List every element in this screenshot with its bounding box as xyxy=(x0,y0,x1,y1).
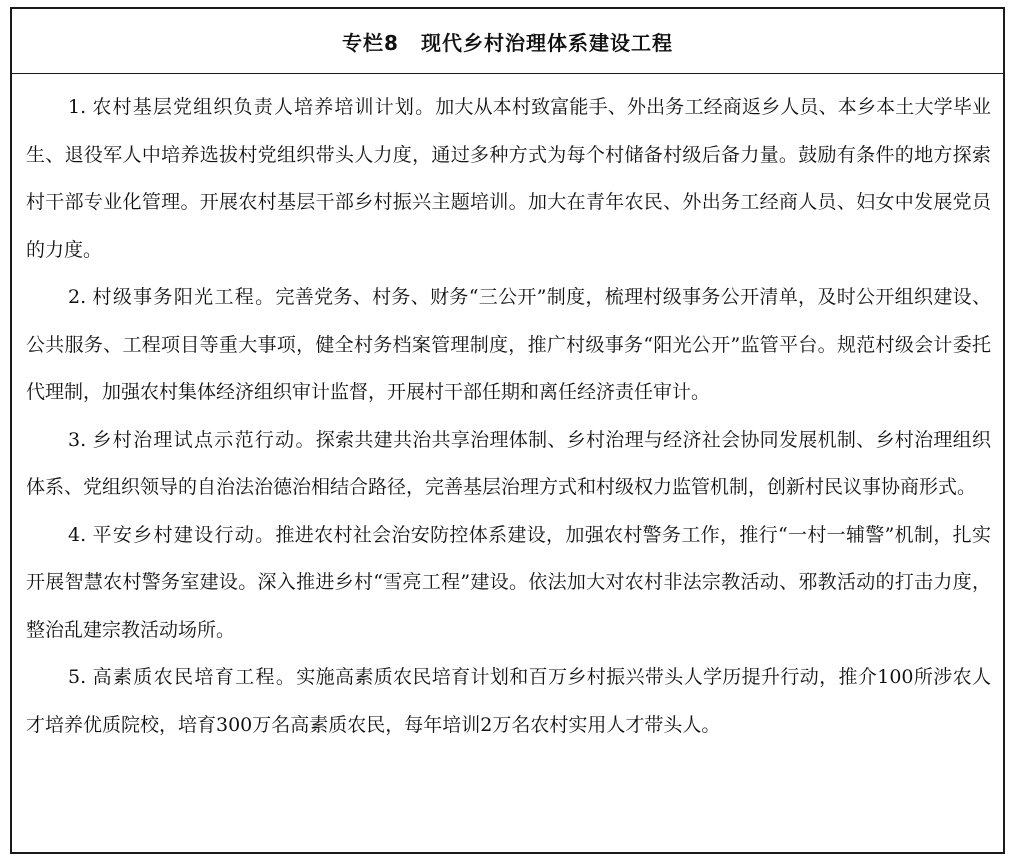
list-item xyxy=(26,274,991,417)
item-heading: 乡村治理试点示范行动。 xyxy=(92,428,316,451)
box-title xyxy=(12,9,1003,74)
item-text: 探索共建共治共享治理体制、乡村治理与经济社会协同发展机制、乡村治理组织体系、党组织领导的自治法治德治相结合路径，完善基层治理方式和村级权力监管机制，创新村民议事协商形式。 xyxy=(26,428,991,498)
item-text: 推进农村社会治安防控体系建设，加强农村警务工作，推行“一村一辅警”机制，扎实开展智慧农村警务室建设。深入推进乡村“雪亮工程”建设。依法加大对农村非法宗教活动、邪教活动的打击力度，整治乱建宗教活动场所。 xyxy=(26,523,991,641)
item-number: 3. xyxy=(68,428,87,451)
list-item xyxy=(26,84,991,274)
item-heading: 高素质农民培育工程。 xyxy=(92,666,297,688)
item-text: 实施高素质农民培育计划和百万乡村振兴带头人学历提升行动，推介100所涉农人才培养优质院校，培育300万名高素质农民，每年培训2万名农村实用人才带头人。 xyxy=(26,666,991,736)
list-item xyxy=(26,654,991,749)
item-heading: 平安乡村建设行动。 xyxy=(92,523,276,546)
list-item xyxy=(26,417,991,512)
item-number: 4. xyxy=(68,523,87,546)
item-text: 加大从本村致富能手、外出务工经商返乡人员、本乡本土大学毕业生、退役军人中培养选拔村党组织带头人力度，通过多种方式为每个村储备村级后备力量。鼓励有条件的地方探索村干部专业化管理。开展农村基层干部乡村振兴主题培训。加大在青年农民、外出务工经商人员、妇女中发展党员的力度。 xyxy=(26,96,991,261)
item-text: 完善党务、村务、财务“三公开”制度，梳理村级事务公开清单，及时公开组织建设、公共服务、工程项目等重大事项，健全村务档案管理制度，推广村级事务“阳光公开”监管平台。规范村级会计委托代理制，加强农村集体经济组织审计监督，开展村干部任期和离任经济责任审计。 xyxy=(26,286,991,403)
box-body xyxy=(12,74,1003,749)
box-label: 专栏8 xyxy=(342,30,399,55)
item-heading: 村级事务阳光工程。 xyxy=(92,286,276,308)
item-number: 5. xyxy=(68,666,87,688)
item-number: 1. xyxy=(68,96,87,118)
box-title-text: 现代乡村治理体系建设工程 xyxy=(420,30,673,55)
item-heading: 农村基层党组织负责人培养培训计划。 xyxy=(92,96,436,118)
item-number: 2. xyxy=(68,286,87,308)
list-item xyxy=(26,512,991,655)
feature-box xyxy=(10,7,1005,854)
